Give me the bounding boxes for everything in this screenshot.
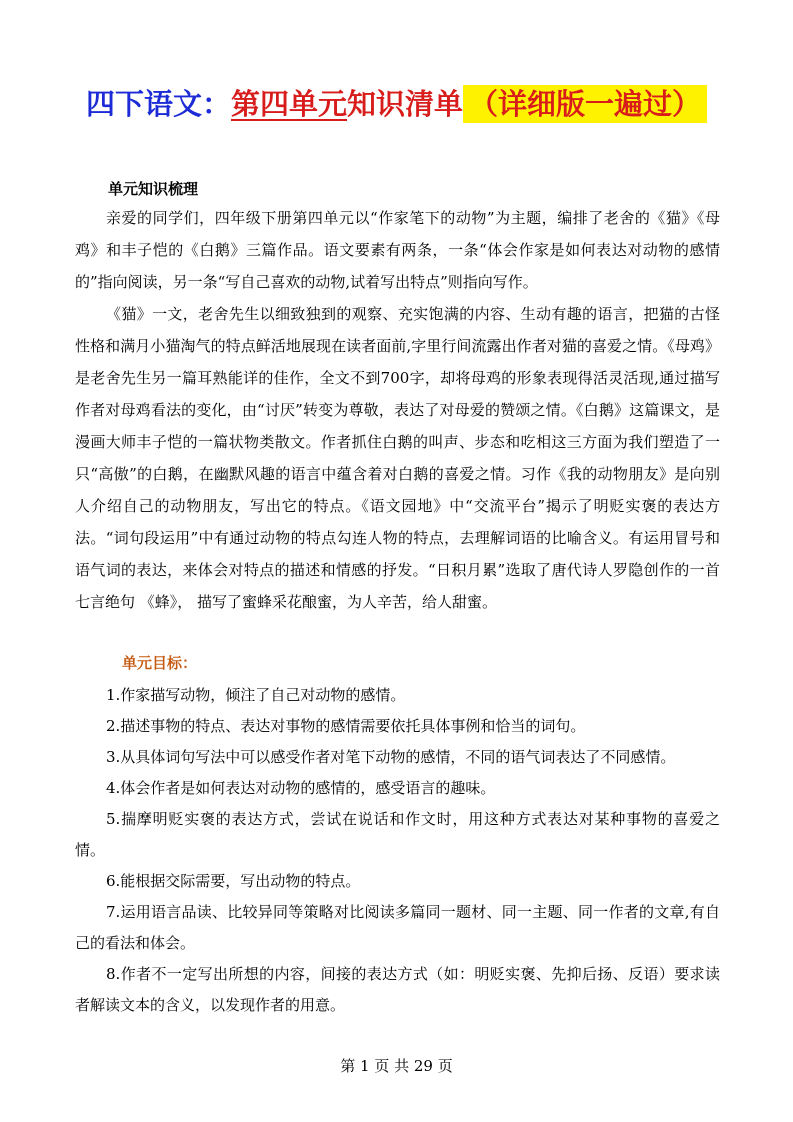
intro-paragraph: 《猫》一文，老舍先生以细致独到的观察、充实饱满的内容、生动有趣的语言，把猫的古怪性格和满月小猫淘气的特点鲜活地展现在读者面前,字里行间流露出作者对猫的喜爱之情。《母鸡》是老舍先生另一篇耳熟能详的佳作，全文不到700字，却将母鸡的形象表现得活灵活现,通过描写作者对母鸡看法的变化，由“讨厌”转变为尊敬，表达了对母爱的赞颂之情。《白鹅》这篇课文，是漫画大师丰子恺的一篇状物类散文。作者抓住白鹅的叫声、步态和吃相这三方面为我们塑造了一只“高傲”的白鹅，在幽默风趣的语言中蕴含着对白鹅的喜爱之情。习作《我的动物朋友》是向别人介绍自己的动物朋友，写出它的特点。《语文园地》中“交流平台”揭示了明贬实褒的表达方法。“词句段运用”中有通过动物的特点勾连人物的特点，去理解词语的比喻含义。有运用冒号和语气词的表达，来体会对特点的描述和情感的抒发。“日积月累”选取了唐代诗人罗隐创作的一首七言绝句 《蜂》， 描写了蜜蜂采花酿蜜，为人辛苦，给人甜蜜。 (75, 305, 720, 611)
goal-item: 5.揣摩明贬实褒的表达方式，尝试在说话和作文时，用这种方式表达对某种事物的喜爱之情。 (75, 810, 720, 859)
goal-item: 6.能根据交际需要，写出动物的特点。 (106, 872, 361, 890)
intro-section (75, 202, 720, 618)
section-heading: 单元知识梳理 (108, 180, 199, 198)
title-highlight: （详细版一遍过） (463, 85, 707, 123)
page-title (0, 80, 793, 128)
page-footer: 第 1 页 共 29 页 (340, 1057, 453, 1075)
goals-list (75, 680, 720, 1021)
goal-item: 7.运用语言品读、比较异同等策略对比阅读多篇同一题材、同一主题、同一作者的文章,有自己的看法和体会。 (75, 903, 720, 952)
title-list: 知识清单 (347, 87, 464, 121)
goal-item: 8.作者不一定写出所想的内容，间接的表达方式（如：明贬实褒、先抑后扬、反语）要求读者解读文本的含义，以发现作者的用意。 (75, 965, 720, 1014)
title-grade: 四下语文： (85, 87, 231, 121)
title-unit: 第四单元 (230, 87, 347, 121)
goal-item: 4.体会作者是如何表达对动物的感情的，感受语言的趣味。 (106, 779, 496, 797)
goal-item: 1.作家描写动物，倾注了自己对动物的感情。 (106, 686, 406, 704)
goal-item: 2.描述事物的特点、表达对事物的感情需要依托具体事例和恰当的词句。 (106, 717, 586, 735)
intro-paragraph: 亲爱的同学们，四年级下册第四单元以“作家笔下的动物”为主题，编排了老舍的《猫》《母鸡》和丰子恺的《白鹅》三篇作品。语文要素有两条，一条“体会作家是如何表达对动物的感情的”指向阅读，另一条“写自己喜欢的动物,试着写出特点”则指向写作。 (75, 209, 720, 291)
goals-heading: 单元目标： (122, 654, 198, 672)
goal-item: 3.从具体词句写法中可以感受作者对笔下动物的感情，不同的语气词表达了不同感情。 (106, 748, 676, 766)
